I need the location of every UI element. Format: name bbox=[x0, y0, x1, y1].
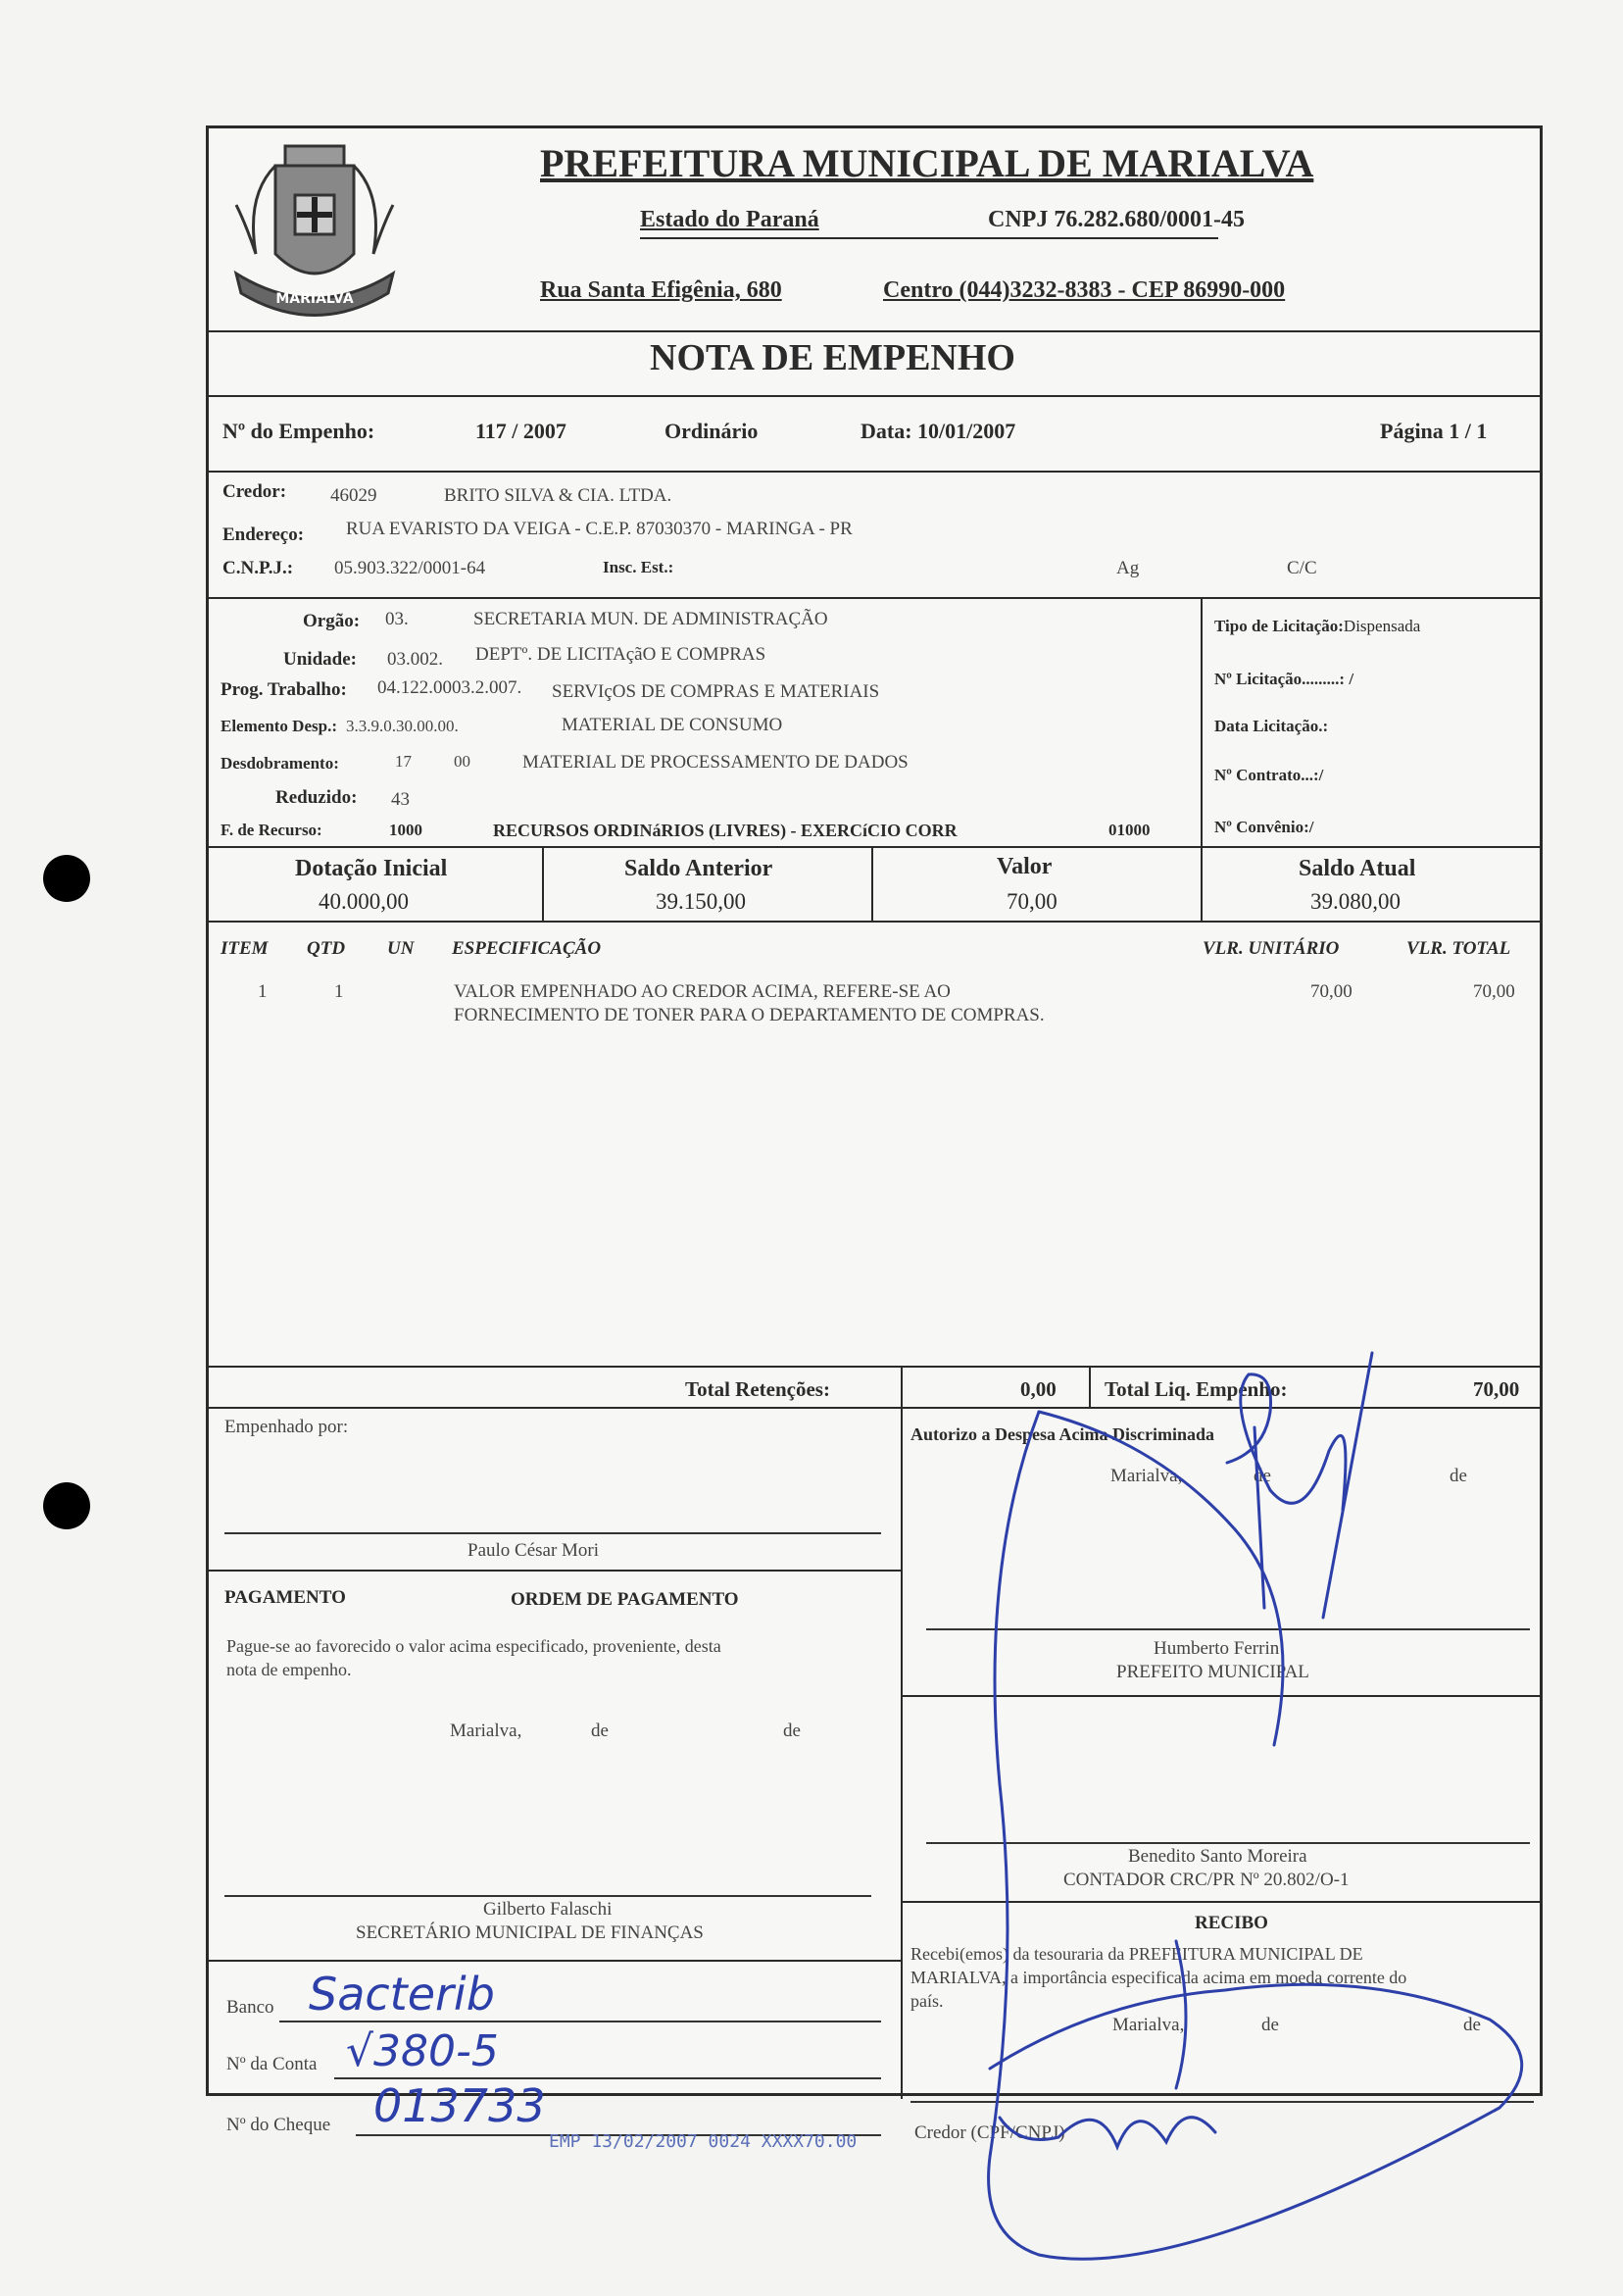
desdobramento-label: Desdobramento: bbox=[221, 754, 339, 773]
contador-cargo: CONTADOR CRC/PR Nº 20.802/O-1 bbox=[1063, 1870, 1350, 1890]
svg-text:MARIALVA: MARIALVA bbox=[275, 291, 354, 307]
recibo-de2: de bbox=[1463, 2015, 1481, 2035]
autorizo-de1: de bbox=[1254, 1466, 1271, 1486]
total-liquido-label: Total Liq. Empenho: bbox=[1105, 1377, 1288, 1401]
col-vlr-total: VLR. TOTAL bbox=[1406, 938, 1511, 959]
prog-name: SERVIçOS DE COMPRAS E MATERIAIS bbox=[552, 681, 880, 702]
recibo-text-line1: Recebi(emos) da tesouraria da PREFEITURA MUNICIPAL DE bbox=[910, 1944, 1363, 1964]
contador-nome: Benedito Santo Moreira bbox=[1128, 1846, 1307, 1867]
col-qtd: QTD bbox=[307, 938, 346, 959]
dotacao-label: Dotação Inicial bbox=[295, 856, 448, 881]
conta-label: Nº da Conta bbox=[226, 2054, 318, 2074]
anterior-value: 39.150,00 bbox=[656, 889, 746, 914]
autorizo-label: Autorizo a Despesa Acima Discriminada bbox=[910, 1424, 1214, 1444]
credor-name: BRITO SILVA & CIA. LTDA. bbox=[444, 485, 672, 506]
dotacao-value: 40.000,00 bbox=[319, 889, 409, 914]
recurso-name: RECURSOS ORDINáRIOS (LIVRES) - EXERCíCIO CORR bbox=[493, 821, 958, 840]
recibo-title: RECIBO bbox=[1195, 1913, 1268, 1933]
empenho-number: 117 / 2007 bbox=[475, 419, 566, 443]
pagamento-text-line1: Pague-se ao favorecido o valor acima especificado, proveniente, desta bbox=[226, 1636, 721, 1656]
recibo-marialva: Marialva, bbox=[1112, 2015, 1185, 2035]
orgao-label: Orgão: bbox=[303, 611, 361, 631]
pagamento-marialva: Marialva, bbox=[450, 1721, 522, 1741]
col-especificacao: ESPECIFICAÇÃO bbox=[452, 938, 602, 959]
prefeito-nome: Humberto Ferrin bbox=[1154, 1638, 1280, 1659]
header-state: Estado do Paraná bbox=[640, 207, 819, 232]
atual-value: 39.080,00 bbox=[1310, 889, 1401, 914]
col-un: UN bbox=[387, 938, 415, 959]
header-title: PREFEITURA MUNICIPAL DE MARIALVA bbox=[540, 141, 1314, 185]
header-contact: Centro (044)3232-8383 - CEP 86990-000 bbox=[883, 277, 1286, 303]
prefeito-cargo: PREFEITO MUNICIPAL bbox=[1116, 1662, 1309, 1682]
valor-label: Valor bbox=[997, 854, 1053, 879]
cnpj-label: C.N.P.J.: bbox=[222, 558, 294, 578]
unidade-code: 03.002. bbox=[387, 649, 443, 670]
autorizo-de2: de bbox=[1450, 1466, 1467, 1486]
orgao-code: 03. bbox=[385, 609, 409, 629]
orgao-name: SECRETARIA MUN. DE ADMINISTRAÇÃO bbox=[473, 609, 828, 629]
item-desc-line2: FORNECIMENTO DE TONER PARA O DEPARTAMENTO DE COMPRAS. bbox=[454, 1005, 1045, 1025]
atual-label: Saldo Atual bbox=[1299, 856, 1416, 881]
anterior-label: Saldo Anterior bbox=[624, 856, 773, 881]
valor-value: 70,00 bbox=[1007, 889, 1057, 914]
endereco-label: Endereço: bbox=[222, 524, 305, 545]
item-desc-line1: VALOR EMPENHADO AO CREDOR ACIMA, REFERE-SE AO bbox=[454, 981, 951, 1002]
desdobramento-name: MATERIAL DE PROCESSAMENTO DE DADOS bbox=[522, 752, 909, 773]
banco-label: Banco bbox=[226, 1997, 274, 2018]
secretario-cargo: SECRETÁRIO MUNICIPAL DE FINANÇAS bbox=[356, 1922, 704, 1943]
item-total-value: 70,00 bbox=[1473, 981, 1515, 1002]
banco-handwritten: Sacterib bbox=[309, 1968, 495, 2021]
desdobramento-code2: 00 bbox=[454, 752, 470, 771]
col-item: ITEM bbox=[221, 938, 269, 959]
cheque-label: Nº do Cheque bbox=[226, 2115, 331, 2135]
elemento-name: MATERIAL DE CONSUMO bbox=[562, 715, 783, 735]
empenho-label: Nº do Empenho: bbox=[222, 419, 375, 443]
doc-title: NOTA DE EMPENHO bbox=[650, 337, 1015, 378]
endereco-value: RUA EVARISTO DA VEIGA - C.E.P. 87030370 - MARINGA - PR bbox=[346, 519, 853, 539]
tipo-licitacao-value: Dispensada bbox=[1343, 617, 1421, 635]
secretario-nome: Gilberto Falaschi bbox=[483, 1899, 613, 1920]
prog-code: 04.122.0003.2.007. bbox=[377, 677, 522, 698]
empenhado-nome: Paulo César Mori bbox=[467, 1540, 600, 1561]
insc-label: Insc. Est.: bbox=[603, 558, 674, 576]
recurso-label: F. de Recurso: bbox=[221, 821, 322, 839]
data-licitacao: Data Licitação.: bbox=[1214, 717, 1329, 735]
item-qtd: 1 bbox=[334, 981, 344, 1002]
cc-label: C/C bbox=[1287, 558, 1317, 578]
item-unit-value: 70,00 bbox=[1310, 981, 1352, 1002]
ordem-pagamento-title: ORDEM DE PAGAMENTO bbox=[511, 1589, 739, 1610]
unidade-name: DEPTº. DE LICITAçãO E COMPRAS bbox=[475, 644, 766, 665]
header-address: Rua Santa Efigênia, 680 bbox=[540, 277, 782, 303]
cheque-handwritten: 013733 bbox=[373, 2079, 546, 2132]
reduzido-label: Reduzido: bbox=[275, 787, 358, 808]
numero-convenio: Nº Convênio:/ bbox=[1214, 818, 1314, 836]
prog-label: Prog. Trabalho: bbox=[221, 679, 347, 700]
recurso-code: 1000 bbox=[389, 821, 422, 839]
pagamento-de2: de bbox=[783, 1721, 801, 1741]
bottom-stamp: EMP 13/02/2007 0024 XXXX70.00 bbox=[549, 2131, 858, 2152]
cnpj-value: 05.903.322/0001-64 bbox=[334, 558, 486, 578]
pagamento-title: PAGAMENTO bbox=[224, 1587, 346, 1608]
header-cnpj: CNPJ 76.282.680/0001-45 bbox=[988, 207, 1245, 232]
recibo-de1: de bbox=[1261, 2015, 1279, 2035]
empenho-date: Data: 10/01/2007 bbox=[861, 419, 1016, 443]
numero-licitacao: Nº Licitação.........: / bbox=[1214, 670, 1354, 688]
recibo-credor: Credor (CPF/CNPJ) bbox=[914, 2122, 1065, 2143]
recibo-text-line2: MARIALVA, a importância especificada acima em moeda corrente do bbox=[910, 1968, 1407, 1987]
pagamento-text-line2: nota de empenho. bbox=[226, 1660, 352, 1679]
numero-contrato: Nº Contrato...:/ bbox=[1214, 766, 1324, 784]
total-retencoes-label: Total Retenções: bbox=[685, 1377, 830, 1401]
reduzido-code: 43 bbox=[391, 789, 410, 810]
total-liquido-value: 70,00 bbox=[1473, 1377, 1520, 1401]
conta-handwritten: √380-5 bbox=[346, 2026, 499, 2076]
item-number: 1 bbox=[258, 981, 268, 1002]
empenho-type: Ordinário bbox=[664, 419, 759, 443]
col-vlr-unitario: VLR. UNITÁRIO bbox=[1203, 938, 1340, 959]
total-retencoes-value: 0,00 bbox=[1020, 1377, 1057, 1401]
recurso-code2: 01000 bbox=[1108, 821, 1151, 839]
page-number: Página 1 / 1 bbox=[1380, 419, 1488, 443]
credor-code: 46029 bbox=[330, 485, 377, 506]
desdobramento-code1: 17 bbox=[395, 752, 412, 771]
unidade-label: Unidade: bbox=[283, 649, 357, 670]
autorizo-marialva: Marialva, bbox=[1110, 1466, 1183, 1486]
elemento-label: Elemento Desp.: bbox=[221, 717, 337, 735]
ag-label: Ag bbox=[1116, 558, 1140, 578]
recibo-text-line3: país. bbox=[910, 1991, 944, 2011]
pagamento-de1: de bbox=[591, 1721, 609, 1741]
empenhado-por-label: Empenhado por: bbox=[224, 1417, 349, 1437]
tipo-licitacao-label: Tipo de Licitação: bbox=[1214, 617, 1344, 635]
elemento-code: 3.3.9.0.30.00.00. bbox=[346, 717, 459, 735]
credor-label: Credor: bbox=[222, 481, 287, 502]
